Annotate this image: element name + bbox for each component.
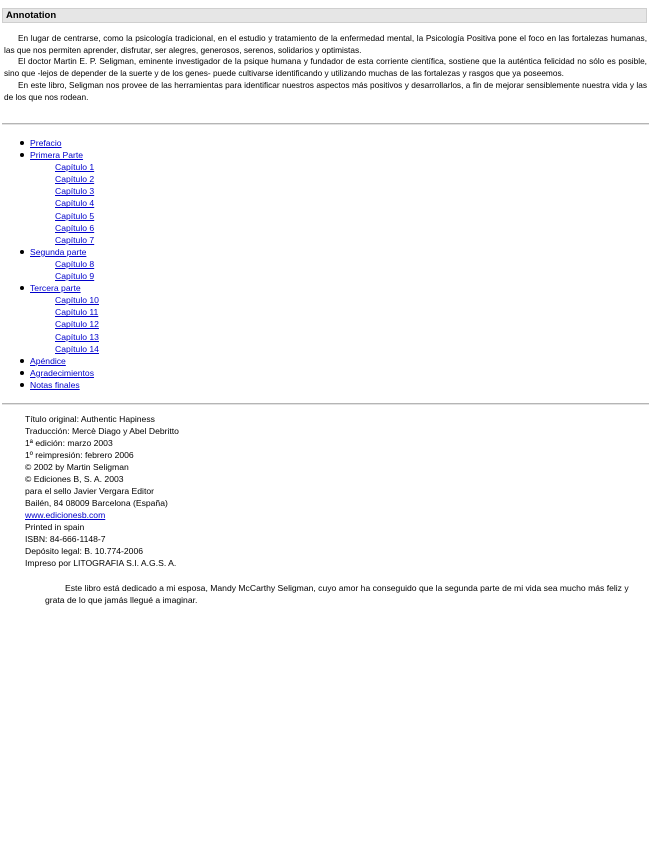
table-of-contents [0, 137, 640, 391]
colophon [25, 413, 525, 569]
annotation-paragraph: En lugar de centrarse, como la psicología tradicional, en el estudio y tratamiento de la enfermedad mental, la Psicología Positiva pone el foco en las fortalezas humanas, las que nos permiten aprender, disfrutar, ser alegres, generosos, serenos, solidarios y optimistas. [4, 33, 647, 55]
toc-sublist [30, 258, 640, 282]
toc-link-chapter-3[interactable]: Capítulo 3 [55, 186, 95, 197]
colophon-line: ISBN: 84-666-1148-7 [25, 534, 106, 544]
toc-link-chapter-5[interactable]: Capítulo 5 [55, 210, 95, 221]
toc-subitem [55, 210, 640, 222]
toc-link-chapter-10[interactable]: Capítulo 10 [55, 295, 99, 306]
toc-subitem [55, 197, 640, 209]
toc-link-chapter-6[interactable]: Capítulo 6 [55, 222, 95, 233]
toc-link-prefacio[interactable]: Prefacio [30, 138, 62, 148]
toc-link-chapter-13[interactable]: Capítulo 13 [55, 331, 99, 342]
toc-link-chapter-12[interactable]: Capítulo 12 [55, 319, 99, 330]
toc-subitem [55, 234, 640, 246]
toc-subitem [55, 318, 640, 330]
colophon-line: Printed in spain [25, 522, 85, 532]
toc-subitem [55, 343, 640, 355]
colophon-line: Depósito legal: B. 10.774-2006 [25, 546, 144, 556]
toc-link-chapter-7[interactable]: Capítulo 7 [55, 234, 95, 245]
colophon-line: Bailén, 84 08009 Barcelona (España) [25, 498, 168, 508]
toc-link-agradecimientos[interactable]: Agradecimientos [30, 367, 95, 378]
annotation-heading: Annotation [2, 8, 647, 23]
toc-subitem [55, 270, 640, 282]
colophon-line: para el sello Javier Vergara Editor [25, 486, 154, 496]
toc-link-chapter-14[interactable]: Capítulo 14 [55, 343, 99, 354]
toc-link-chapter-1[interactable]: Capítulo 1 [55, 162, 95, 173]
annotation-text [4, 33, 647, 103]
toc-link-chapter-4[interactable]: Capítulo 4 [55, 198, 95, 209]
toc-sublist [30, 161, 640, 246]
colophon-line: Título original: Authentic Hapiness [25, 414, 155, 424]
colophon-line: 1ª edición: marzo 2003 [25, 438, 113, 448]
toc-item [30, 137, 640, 149]
toc-list [0, 137, 640, 391]
toc-link-tercera-parte[interactable]: Tercera parte [30, 283, 81, 294]
toc-link-chapter-9[interactable]: Capítulo 9 [55, 271, 95, 282]
toc-link-notas-finales[interactable]: Notas finales [30, 379, 80, 390]
colophon-line: © Ediciones B, S. A. 2003 [25, 474, 124, 484]
toc-link-chapter-2[interactable]: Capítulo 2 [55, 174, 95, 185]
toc-link-primera-parte[interactable]: Primera Parte [30, 150, 84, 161]
toc-item [30, 246, 640, 282]
toc-item [30, 379, 640, 391]
toc-subitem [55, 173, 640, 185]
annotation-paragraph: En este libro, Seligman nos provee de las herramientas para identificar nuestros aspectos más positivos y desarrollarlos, a fin de mejorar sensiblemente nuestra vida y las de los que nos rodean. [4, 79, 647, 102]
toc-item [30, 355, 640, 367]
toc-sublist [30, 294, 640, 354]
colophon-line: 1º reimpresión: febrero 2006 [25, 450, 134, 460]
colophon-line: Traducción: Mercè Diago y Abel Debritto [25, 426, 179, 436]
toc-link-segunda-parte[interactable]: Segunda parte [30, 246, 87, 257]
dedication: Este libro está dedicado a mi esposa, Mandy McCarthy Seligman, cuyo amor ha conseguido que la segunda parte de mi vida sea mucho más feliz y grata de lo que jamás llegué a imaginar. [45, 583, 629, 605]
publisher-website-link[interactable]: www.edicionesb.com [25, 510, 106, 520]
divider [2, 403, 649, 405]
toc-item [30, 282, 640, 355]
toc-subitem [55, 294, 640, 306]
toc-subitem [55, 306, 640, 318]
toc-link-chapter-11[interactable]: Capítulo 11 [55, 307, 99, 318]
toc-subitem [55, 161, 640, 173]
toc-subitem [55, 258, 640, 270]
toc-link-apendice[interactable]: Apéndice [30, 355, 66, 366]
colophon-line: © 2002 by Martin Seligman [25, 462, 129, 472]
toc-subitem [55, 222, 640, 234]
toc-item [30, 149, 640, 246]
toc-link-chapter-8[interactable]: Capítulo 8 [55, 258, 95, 269]
colophon-line [25, 509, 525, 521]
divider [2, 123, 649, 125]
colophon-line: Impreso por LITOGRAFIA S.I. A.G.S. A. [25, 558, 177, 568]
toc-item [30, 367, 640, 379]
toc-subitem [55, 331, 640, 343]
annotation-paragraph: El doctor Martin E. P. Seligman, eminente investigador de la psique humana y fundador de esta corriente científica, sostiene que la auténtica felicidad no sólo es posible, sino que -lejos de depender de la suerte y de los genes- puede cultivarse identificando y utilizando muchas de las fortalezas y rasgos que ya poseemos. [4, 56, 647, 79]
toc-subitem [55, 185, 640, 197]
